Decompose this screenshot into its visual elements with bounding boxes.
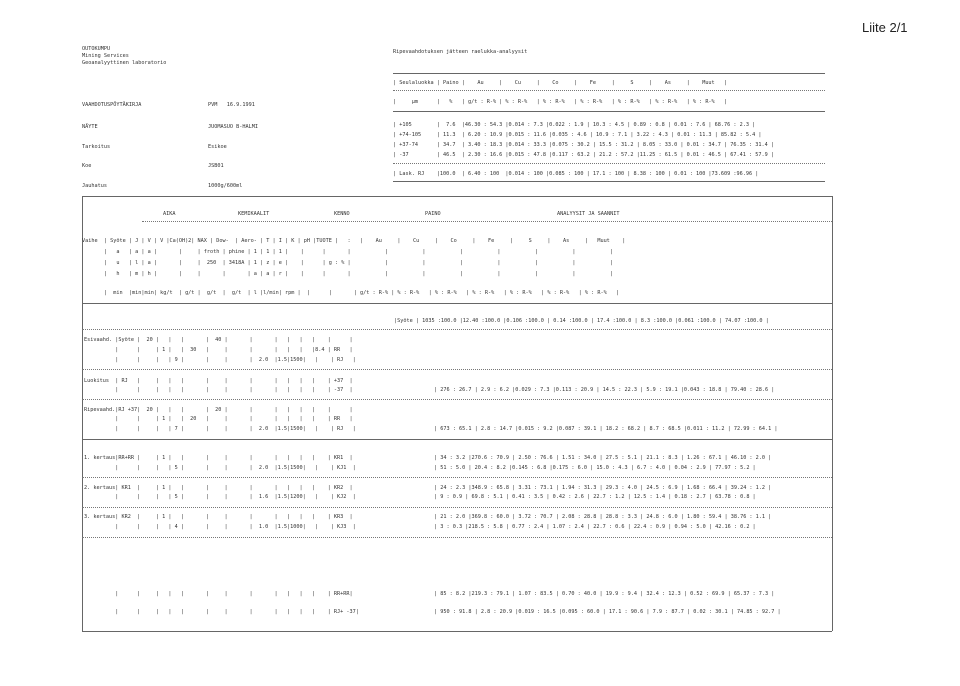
appendix-label: Liite 2/1 <box>862 20 908 35</box>
meta-value-4: 1000g/600ml <box>208 183 243 189</box>
org-line-2: Mining Services <box>82 53 129 59</box>
meta-label-4: Jauhatus <box>82 183 107 189</box>
row-feed-right: |Syöte | 1035 :100.0 |12.40 :100.0 |0.106 :100.0 | 0.14 :100.0 | 17.4 :100.0 | 8.3 :100.0 |0.061 :100.0 | 74.07 :100.0 | <box>394 318 769 324</box>
row-10-right: | 51 : 5.0 | 20.4 : 8.2 |0.145 : 6.8 |0.175 : 6.0 | 15.0 : 4.3 | 6.7 : 4.0 | 0.04 : 2.9 | 77.97 : 5.2 | <box>434 465 756 471</box>
row-15-right: | 85 : 8.2 |219.3 : 79.1 | 1.07 : 83.5 | 0.70 : 40.0 | 19.9 : 9.4 | 32.4 : 12.3 | 0.52 : 69.9 | 65.37 : 7.3 | <box>434 591 775 597</box>
meta-value-1: JUOMASUO B-HALMI <box>208 124 258 130</box>
row-8-left: | | | | 7 | | | | 2.0 |1.5|1500| | | RJ | <box>84 426 356 432</box>
org-line-1: OUTOKUMPU <box>82 46 111 52</box>
sieve-header: | Seulaluokka | Paino | Au | Cu | Co | Fe | S | As | Muut | <box>393 80 728 86</box>
row-5-right: | 276 : 26.7 | 2.9 : 6.2 |0.029 : 7.3 |0.113 : 20.9 | 14.5 : 22.3 | 5.9 : 19.1 |0.043 : 18.8 | 79.40 : 28.6 | <box>434 387 775 393</box>
org-line-3: Geoanalyyttinen laboratorio <box>82 60 167 66</box>
sieve-table-top-rule <box>393 73 825 74</box>
meta-value-0: PVM 16.9.1991 <box>208 102 255 108</box>
row-rule-6 <box>82 507 832 508</box>
sieve-row-3: | -37 | 46.5 | 2.30 : 16.6 |0.015 : 47.8 |0.117 : 63.2 | 21.2 : 57.2 |11.25 : 61.5 | 0.01 : 46.5 | 67.41 : 57.9 | <box>393 152 775 158</box>
meta-label-2: Tarkoitus <box>82 144 111 150</box>
row-9-left: 1. kertaus|RR+RR | | 1 | | | | | | | | | | KR1 | <box>84 455 353 461</box>
group-kenno: KENNO <box>334 211 350 217</box>
sieve-header-rule <box>393 90 825 91</box>
row-13-right: | 21 : 2.0 |369.8 : 60.0 | 3.72 : 70.7 | 2.08 : 28.8 | 28.8 : 3.3 | 24.8 : 6.0 | 1.80 : 59.4 | 38.76 : 1.1 | <box>434 514 772 520</box>
col-header-rule <box>82 303 832 304</box>
meta-value-2: Esikoe <box>208 144 227 150</box>
row-15-left: | | | | | | | | | | | | | RR+RR| <box>84 591 353 597</box>
sieve-row-0: | +105 | 7.6 |46.30 : 54.3 |0.014 : 7.3 |0.022 : 1.9 | 10.3 : 4.5 | 0.89 : 0.8 | 0.01 : 7.6 | 68.76 : 2.3 | <box>393 122 756 128</box>
col-header-4: | min |min|min| kg/t | g/t | g/t | g/t | l |l/min| rpm | | | | g/t : R-% | % : R-% | % : R-% | % : R-% | % : R-% | % : R-% | % : R-% | <box>82 290 620 296</box>
report-title: Ripevaahdotuksen jätteen raelukka-analyysit <box>393 49 528 55</box>
sieve-table-bottom-rule <box>393 181 825 182</box>
meta-label-0: VAAHDOTUSPÖYTÄKIRJA <box>82 102 142 108</box>
row-7-left: | | | 1 | | 20 | | | | | | | | RR | <box>84 416 353 422</box>
row-14-right: | 3 : 0.3 |218.5 : 5.8 | 0.77 : 2.4 | 1.07 : 2.4 | 22.7 : 0.6 | 22.4 : 0.9 | 0.94 : 5.0 | 42.16 : 0.2 | <box>434 524 756 530</box>
group-header-rule <box>142 221 832 222</box>
sieve-row-2: | +37-74 | 34.7 | 3.40 : 18.3 |0.014 : 33.3 |0.075 : 30.2 | 15.5 : 31.2 | 8.05 : 33.0 | 0.01 : 34.7 | 76.35 : 31.4 | <box>393 142 775 148</box>
row-16-right: | 950 : 91.8 | 2.8 : 20.9 |0.019 : 16.5 |0.095 : 60.0 | 17.1 : 90.6 | 7.9 : 87.7 | 0.02 : 30.1 | 74.85 : 92.7 | <box>434 609 781 615</box>
row-12-right: | 9 : 0.9 | 69.8 : 5.1 | 0.41 : 3.5 | 0.42 : 2.6 | 22.7 : 1.2 | 12.5 : 1.4 | 0.18 : 2.7 | 63.78 : 0.8 | <box>434 494 756 500</box>
row-4-left: Luokitus | RJ | | | | | | | | | | | | +37 | <box>84 378 353 384</box>
main-table-bottom-rule <box>82 631 832 632</box>
row-rule-4 <box>82 439 832 440</box>
group-paino: PAINO <box>425 211 441 217</box>
row-rule-5 <box>82 477 832 478</box>
sieve-row-1: | +74-105 | 11.3 | 6.20 : 10.9 |0.015 : 11.6 |0.035 : 4.6 | 10.9 : 7.1 | 3.22 : 4.3 | 0.01 : 11.3 | 85.82 : 5.4 | <box>393 132 762 138</box>
meta-label-3: Koe <box>82 163 92 169</box>
col-header-2: | u | l | a | | | 250 | 3418A | 1 | z | e | | | g : % | | | | | | | | <box>82 260 613 266</box>
group-analyysit: ANALYYSIT JA SAANNIT <box>557 211 620 217</box>
row-3-left: | | | | 9 | | | | 2.0 |1.5|1500| | | RJ | <box>84 357 356 363</box>
row-13-left: 3. kertaus| KR2 | | 1 | | | | | | | | | | KR3 | <box>84 514 353 520</box>
row-1-left: Esivaahd. |Syöte | 20 | | | | 40 | | | | | | | | <box>84 337 353 343</box>
row-2-left: | | | 1 | | 30 | | | | | | |8.4 | RR | <box>84 347 353 353</box>
sieve-row-total: | Lask. RJ |100.0 | 6.40 : 100 |0.014 : 100 |0.085 : 100 | 17.1 : 100 | 8.38 : 100 | 0.01 : 100 |73.609 :96.96 | <box>393 171 759 177</box>
row-5-left: | | | | | | | | | | | | | -37 | <box>84 387 353 393</box>
meta-value-3: JSB01 <box>208 163 224 169</box>
row-11-left: 2. kertaus| KR1 | | 1 | | | | | | | | | | KR2 | <box>84 485 353 491</box>
row-9-right: | 34 : 3.2 |270.6 : 70.9 | 2.50 : 76.6 | 1.51 : 34.0 | 27.5 : 5.1 | 21.1 : 8.3 | 1.26 : 67.1 | 46.10 : 2.0 | <box>434 455 772 461</box>
row-rule-1 <box>82 329 832 330</box>
row-12-left: | | | | 5 | | | | 1.6 |1.5|1200| | | KJ2 | <box>84 494 356 500</box>
meta-label-1: NÄYTE <box>82 124 98 130</box>
col-header-0: Vaihe | Syöte | J | V | V |Ca(OH)2| NAX | Dow- | Aero- | T | I | K | pH |TUOTE | : | Au | Cu | Co | Fe | S | As | Muut | <box>82 238 626 244</box>
row-16-left: | | | | | | | | | | | | | RJ+ -37| <box>84 609 359 615</box>
sieve-total-rule <box>393 163 825 164</box>
row-6-left: Ripevaahd.|RJ +37| 20 | | | | 20 | | | | | | | | <box>84 407 353 413</box>
main-table-top-rule <box>82 196 832 197</box>
group-kemikaalit: KEMIKAALIT <box>238 211 270 217</box>
row-rule-2 <box>82 369 832 370</box>
col-header-3: | h | m | h | | | | | a | a | r | | | | | | | | | | | <box>82 271 613 277</box>
row-11-right: | 24 : 2.3 |348.9 : 65.8 | 3.31 : 73.1 | 1.94 : 31.3 | 29.3 : 4.0 | 24.5 : 6.9 | 1.68 : 66.4 | 39.24 : 1.2 | <box>434 485 772 491</box>
group-aika: AIKA <box>163 211 176 217</box>
sieve-units-rule <box>393 111 825 112</box>
row-14-left: | | | | 4 | | | | 1.0 |1.5|1000| | | KJ3 | <box>84 524 356 530</box>
col-header-1: | a | a | a | | | froth | phine | 1 | 1 | 1 | | | | | | | | | | | <box>82 249 613 255</box>
sieve-units: | μm | % | g/t : R-% | % : R-% | % : R-% | % : R-% | % : R-% | % : R-% | % : R-% | <box>393 99 728 105</box>
row-8-right: | 673 : 65.1 | 2.8 : 14.7 |0.015 : 9.2 |0.087 : 39.1 | 18.2 : 68.2 | 8.7 : 68.5 |0.011 : 11.2 | 72.99 : 64.1 | <box>434 426 778 432</box>
row-10-left: | | | | 5 | | | | 2.0 |1.5|1500| | | KJ1 | <box>84 465 356 471</box>
row-rule-3 <box>82 399 832 400</box>
row-rule-7 <box>82 537 832 538</box>
main-table-right-border <box>832 196 833 631</box>
